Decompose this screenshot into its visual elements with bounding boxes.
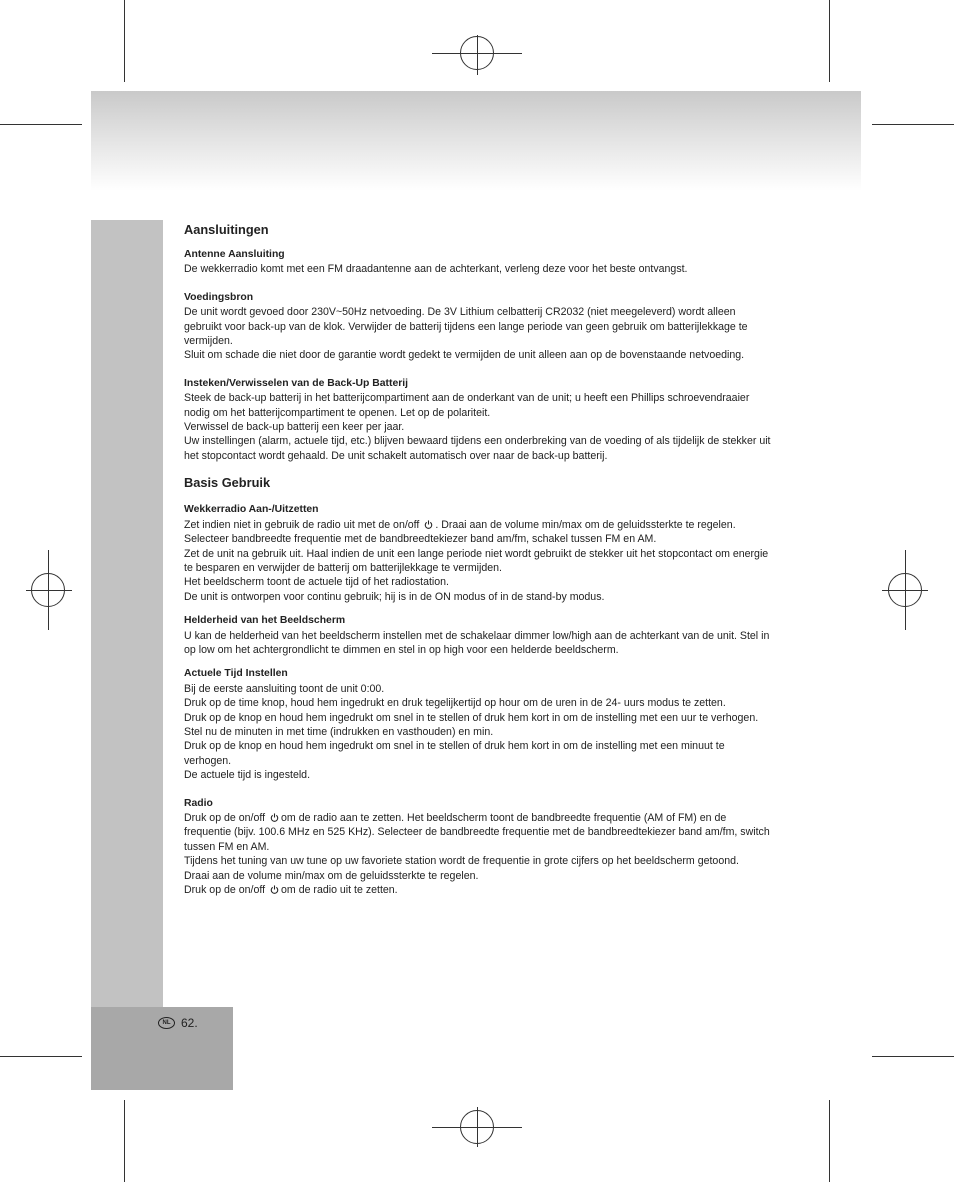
- crop-mark-top-right-v: [829, 0, 830, 82]
- paragraph: Steek de back-up batterij in het batterijcompartiment aan de onderkant van de unit; u heeft een Phillips schroevendraaier nodig om het batterijcompartiment te openen. Let op de polariteit.: [184, 392, 750, 419]
- subsection-title-voeding: Voedingsbron: [184, 291, 254, 303]
- paragraph: U kan de helderheid van het beeldscherm instellen met de schakelaar dimmer low/high aan de achterkant van de unit. Stel in op low om het achtergrondlicht te dimmen en stel in op high voor een helderde beeldscherm.: [184, 629, 770, 656]
- paragraph: Bij de eerste aansluiting toont de unit 0:00.: [184, 682, 385, 695]
- power-icon: [270, 885, 279, 894]
- crop-mark-bottom-right-v: [829, 1100, 830, 1182]
- crop-mark-bottom-left-v: [124, 1100, 125, 1182]
- paragraph: De wekkerradio komt met een FM draadantenne aan de achterkant, verleng deze voor het beste ontvangst.: [184, 263, 688, 276]
- section-title-basis-gebruik: Basis Gebruik: [184, 475, 271, 491]
- paragraph: Stel nu de minuten in met time (indrukken en vasthouden) en min.: [184, 725, 494, 738]
- subsection-title-batterij: Insteken/Verwisselen van de Back-Up Batterij: [184, 377, 409, 389]
- subsection-title-radio: Radio: [184, 797, 213, 809]
- paragraph: Het beeldscherm toont de actuele tijd of het radiostation.: [184, 576, 450, 589]
- subsection-title-helderheid: Helderheid van het Beeldscherm: [184, 615, 346, 627]
- language-badge: NL: [158, 1017, 175, 1029]
- power-icon: [270, 813, 279, 822]
- crop-mark-top-right-h: [872, 124, 954, 125]
- paragraph: Druk op de on/off om de radio aan te zetten. Het beeldscherm toont de bandbreedte frequentie (AM of FM) en de frequentie (bijv. 100.6 MHz en 525 KHz). Selecteer de bandbreedte frequentie met de bandbreedtekiezer band am/fm, switch tussen FM en AM.: [184, 812, 770, 853]
- crop-mark-top-left-h: [0, 124, 82, 125]
- subsection-title-antenne: Antenne Aansluiting: [184, 249, 285, 260]
- crop-mark-bottom-left-h: [0, 1056, 82, 1057]
- paragraph: Zet indien niet in gebruik de radio uit met de on/off . Draai aan de volume min/max om de geluidssterkte te regelen.: [184, 518, 736, 531]
- page-number: 62.: [181, 1016, 198, 1030]
- subsection-title-wekkerradio: Wekkerradio Aan-/Uitzetten: [184, 504, 319, 516]
- paragraph: De actuele tijd is ingesteld.: [184, 769, 311, 782]
- section-title-aansluitingen: Aansluitingen: [184, 222, 269, 237]
- paragraph: Druk op de time knop, houd hem ingedrukt en druk tegelijkertijd op hour om de uren in de 24- uurs modus te zetten.: [184, 697, 726, 710]
- paragraph: Zet de unit na gebruik uit. Haal indien de unit een lange periode niet wordt gebruikt de stekker uit het stopcontact om energie te besparen en verwijder de batterij om batterijlekkage te vermijden.: [184, 547, 769, 574]
- page-footer: [158, 1016, 198, 1030]
- paragraph: Druk op de on/off om de radio uit te zetten.: [184, 884, 398, 897]
- subsection-title-actuele-tijd: Actuele Tijd Instellen: [184, 668, 288, 680]
- side-bar: [91, 220, 163, 1090]
- paragraph: Selecteer bandbreedte frequentie met de bandbreedtekiezer band am/fm, schakel tussen FM en AM.: [184, 533, 657, 546]
- paragraph: Verwissel de back-up batterij een keer per jaar.: [184, 421, 405, 434]
- crop-mark-bottom-right-h: [872, 1056, 954, 1057]
- crop-mark-top-left-v: [124, 0, 125, 82]
- paragraph: Sluit om schade die niet door de garantie wordt gedekt te vermijden de unit alleen aan op de bovenstaande netvoeding.: [184, 349, 745, 362]
- paragraph: Tijdens het tuning van uw tune op uw favoriete station wordt de frequentie in grote cijfers op het beeldscherm getoond.: [184, 855, 739, 868]
- paragraph: De unit wordt gevoed door 230V~50Hz netvoeding. De 3V Lithium celbatterij CR2032 (niet meegeleverd) wordt alleen gebruikt voor back-up van de klok. Verwijder de batterij tijdens een lange periode van geen gebruik om batterijlekkage te vermijden.: [184, 306, 748, 348]
- paragraph: Druk op de knop en houd hem ingedrukt om snel in te stellen of druk hem kort in om de instelling met een minuut te verhogen.: [184, 740, 725, 767]
- page-content: [184, 220, 774, 897]
- header-gradient-band: [91, 91, 861, 191]
- paragraph: Druk op de knop en houd hem ingedrukt om snel in te stellen of druk hem kort in om de instelling met een uur te verhogen.: [184, 711, 759, 724]
- power-icon: [424, 520, 433, 529]
- paragraph: Uw instellingen (alarm, actuele tijd, etc.) blijven bewaard tijdens een onderbreking van de voeding of als tijdelijk de stekker uit het stopcontact wordt gehaald. De unit schakelt automatisch over naar de back-up batterij.: [184, 435, 771, 462]
- paragraph: De unit is ontworpen voor continu gebruik; hij is in de ON modus of in de stand-by modus.: [184, 590, 605, 603]
- paragraph: Draai aan de volume min/max om de geluidssterkte te regelen.: [184, 869, 479, 882]
